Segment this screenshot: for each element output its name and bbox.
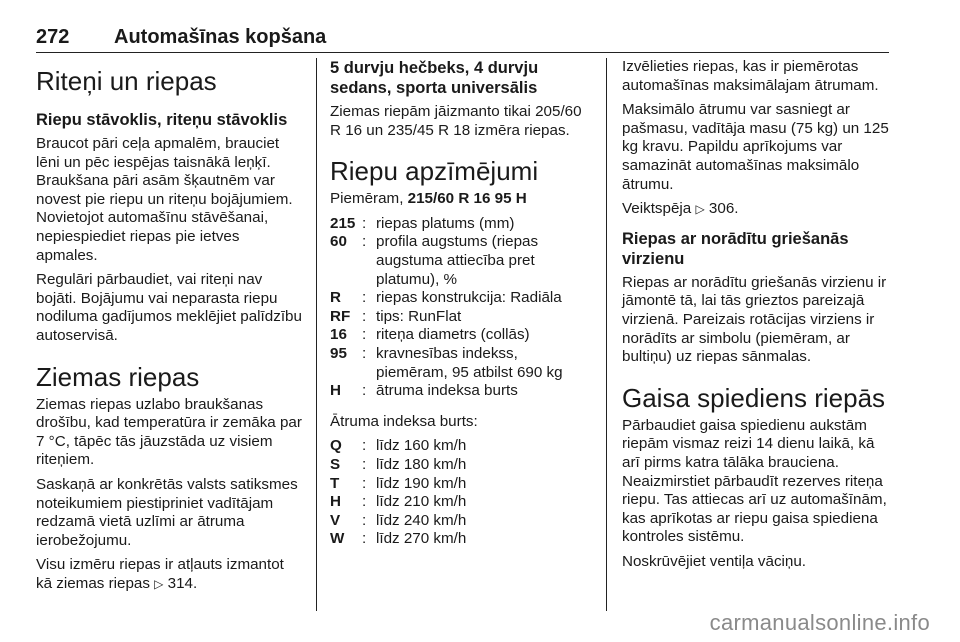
paragraph-text: Visu izmēru riepas ir atļauts izmantot kā ziemas riepas	[36, 556, 284, 592]
section-title-wheels-tyres: Riteņi un riepas	[36, 66, 217, 96]
designation-row-description: tips: RunFlat	[376, 307, 462, 325]
column-divider	[606, 58, 607, 611]
designation-row	[330, 326, 588, 345]
speed-index-row	[330, 456, 466, 475]
speed-index-row	[330, 530, 466, 549]
speed-index-row-description: līdz 160 km/h	[376, 437, 467, 455]
watermark: carmanualsonline.info	[709, 610, 930, 635]
designation-row-key: RF	[330, 307, 351, 325]
colon-separator: :	[362, 437, 367, 455]
speed-index-row-key: T	[330, 474, 340, 492]
column-left	[36, 58, 304, 599]
colon-separator: :	[362, 511, 367, 529]
designation-row-key: 16	[330, 326, 347, 344]
paragraph: Braucot pāri ceļa apmalēm, brauciet lēni un pēc iespējas taisnākā leņķī. Braukšana pāri asām šķautnēm var novest pie riepu un riteņu bojājumiem. Novietojot automašīnu stāvēšanai, nepiespiediet riepas pie ietves apmales.	[36, 135, 293, 264]
paragraph-with-reference	[622, 200, 890, 219]
paragraph: Riepas ar norādītu griešanās virzienu ir jāmontē tā, lai tās grieztos pareizajā virzienā. Pareizais rotācijas virziens ir norādīts ar simbolu (piemēram, ar bultiņu) uz riepas sānmalas.	[622, 273, 887, 366]
speed-index-row-key: H	[330, 493, 341, 511]
designation-row-key: 60	[330, 233, 347, 251]
speed-index-row	[330, 475, 466, 494]
colon-separator: :	[362, 307, 367, 325]
page-reference-link[interactable]: 314.	[167, 574, 198, 592]
example-line	[330, 190, 588, 209]
colon-separator: :	[362, 233, 367, 251]
speed-index-row-description: līdz 270 km/h	[376, 530, 467, 548]
section-title-tyre-designations: Riepu apzīmējumi	[330, 156, 539, 187]
paragraph: Regulāri pārbaudiet, vai riteņi nav bojāti. Bojājumu vai neparasta riepu nodiluma gadījumos meklējiet palīdzību autoservisā.	[36, 271, 302, 344]
speed-index-intro: Ātruma indeksa burts:	[330, 412, 478, 430]
speed-index-row	[330, 512, 466, 531]
designation-row	[330, 382, 588, 401]
colon-separator: :	[362, 530, 367, 548]
heading-body-variants: 5 durvju hečbeks, 4 durvju sedans, sporta universālis	[330, 59, 539, 97]
designation-row	[330, 233, 588, 289]
designation-row	[330, 308, 588, 327]
paragraph: Izvēlieties riepas, kas ir piemērotas automašīnas maksimālajam ātrumam.	[622, 58, 879, 94]
paragraph: Ziemas riepām jāizmanto tikai 205/60 R 16 un 235/45 R 18 izmēra riepas.	[330, 103, 582, 139]
designation-row	[330, 289, 588, 308]
speed-index-row	[330, 493, 466, 512]
designation-row-description: kravnesības indekss, piemēram, 95 atbilst 690 kg	[376, 344, 563, 381]
designation-row-description: riepas konstrukcija: Radiāla	[376, 289, 562, 307]
speed-index-table	[330, 437, 466, 549]
heading-tyre-condition: Riepu stāvoklis, riteņu stāvoklis	[36, 111, 288, 129]
column-divider	[316, 58, 317, 611]
speed-index-row-description: līdz 240 km/h	[376, 511, 467, 529]
example-prefix: Piemēram,	[330, 190, 408, 208]
designation-row-description: ātruma indeksa burts	[376, 382, 518, 400]
column-right	[622, 58, 890, 577]
designation-row-key: H	[330, 382, 341, 400]
paragraph: Saskaņā ar konkrētās valsts satiksmes noteikumiem piestipriniet vadītājam redzamā vietā uzlīmi ar ātruma ierobežojumu.	[36, 475, 298, 549]
speed-index-row	[330, 437, 466, 456]
designation-row-description: riepas platums (mm)	[376, 214, 515, 232]
page-reference-link[interactable]: 306.	[708, 200, 739, 218]
speed-index-row-key: Q	[330, 437, 342, 455]
page-header	[36, 26, 889, 53]
page-reference-arrow-icon: ▷	[154, 576, 164, 591]
colon-separator: :	[362, 344, 367, 362]
colon-separator: :	[362, 474, 367, 492]
section-title-winter-tyres: Ziemas riepas	[36, 361, 200, 392]
paragraph: Pārbaudiet gaisa spiedienu aukstām riepām vismaz reizi 14 dienu laikā, kā arī pirms katra tālāka brauciena. Neaizmirstiet pārbaudīt rezerves riteņa riepu. Tas attiecas arī uz automašīnām, kas aprīkotas ar riepu gaisa spiediena kontroles sistēmu.	[622, 416, 887, 546]
colon-separator: :	[362, 326, 367, 344]
colon-separator: :	[362, 214, 367, 232]
example-code: 215/60 R 16 95 H	[407, 190, 527, 208]
page-number: 272	[36, 26, 70, 48]
designation-row-description: profila augstums (riepas augstuma attiecība pret platumu), %	[376, 233, 539, 288]
paragraph-text: Veiktspēja	[622, 200, 696, 218]
designation-row	[330, 345, 588, 382]
designation-row-key: 95	[330, 344, 347, 362]
speed-index-row-description: līdz 210 km/h	[376, 493, 467, 511]
colon-separator: :	[362, 289, 367, 307]
speed-index-row-key: S	[330, 455, 341, 473]
page-reference-arrow-icon: ▷	[695, 202, 705, 217]
column-middle	[330, 58, 588, 549]
paragraph: Ziemas riepas uzlabo braukšanas drošību, kad temperatūra ir zemāka par 7 °C, tāpēc tās jāuzstāda uz visiem riteņiem.	[36, 395, 302, 469]
designation-row-key: R	[330, 289, 341, 307]
designation-row	[330, 215, 588, 234]
speed-index-row-description: līdz 190 km/h	[376, 474, 467, 492]
speed-index-row-key: V	[330, 511, 341, 529]
chapter-title: Automašīnas kopšana	[114, 26, 327, 48]
colon-separator: :	[362, 382, 367, 400]
speed-index-row-description: līdz 180 km/h	[376, 455, 467, 473]
speed-index-row-key: W	[330, 530, 345, 548]
designation-row-key: 215	[330, 214, 356, 232]
colon-separator: :	[362, 455, 367, 473]
heading-directional-tyres: Riepas ar norādītu griešanās virzienu	[622, 229, 849, 268]
designation-table	[330, 215, 588, 401]
designation-row-description: riteņa diametrs (collās)	[376, 326, 530, 344]
section-title-tyre-pressure: Gaisa spiediens riepās	[622, 382, 886, 413]
paragraph: Noskrūvējiet ventiļa vāciņu.	[622, 552, 807, 570]
paragraph-with-reference	[36, 556, 304, 593]
colon-separator: :	[362, 493, 367, 511]
paragraph: Maksimālo ātrumu var sasniegt ar pašmasu, vadītāja masu (75 kg) un 125 kg kravu. Papildu aprīkojums var samazināt automašīnas maksimālo ātrumu.	[622, 101, 889, 193]
